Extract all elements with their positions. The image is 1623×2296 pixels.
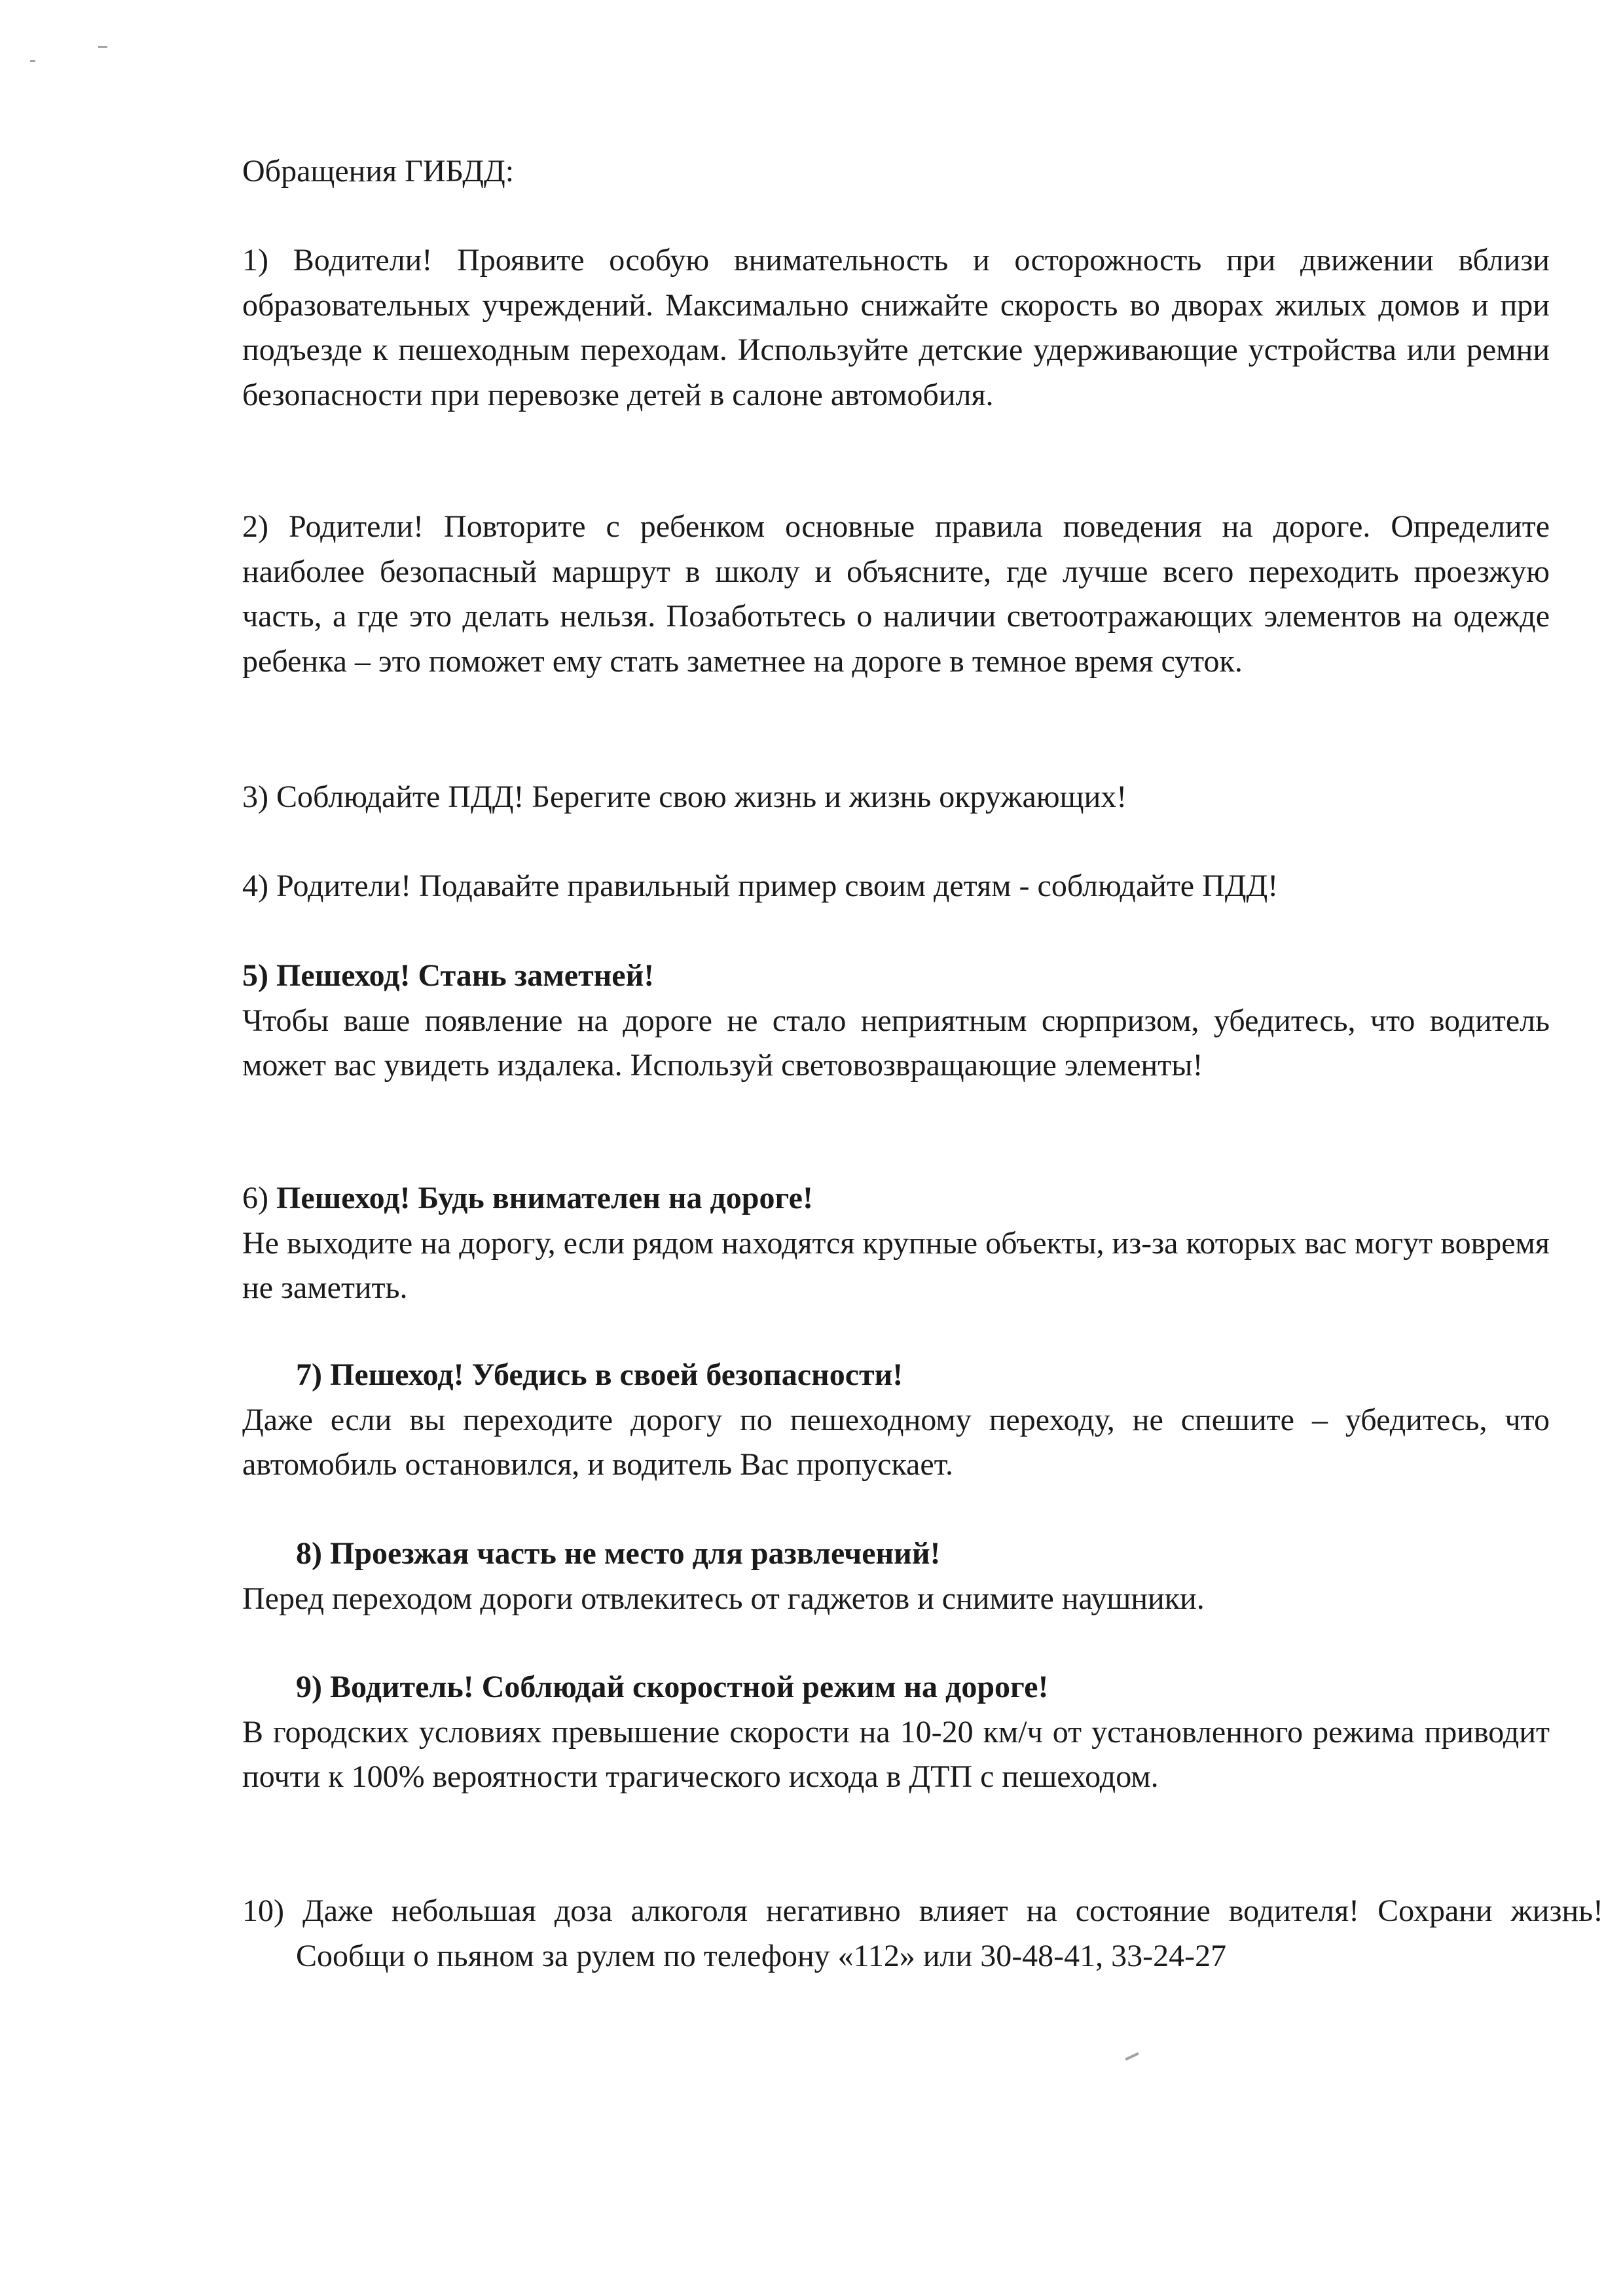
item-6-text: Не выходите на дорогу, если рядом находятся крупные объекты, из-за которых вас могут вовремя не заметить.	[242, 1225, 1550, 1305]
item-7-heading-line	[242, 1353, 1550, 1398]
item-1-number: 1)	[242, 243, 268, 278]
item-10-text: Даже небольшая доза алкоголя негативно влияет на состояние водителя! Сохрани жизнь! Сообщи о пьяном за рулем по телефону «112» или 30-48-41, 33-24-27	[296, 1893, 1604, 1973]
document-title: Обращения ГИБДД:	[242, 154, 515, 188]
item-8-number: 8)	[296, 1536, 322, 1571]
item-6-heading-line	[242, 1176, 1550, 1221]
item-1-text: Водители! Проявите особую внимательность и осторожность при движении вблизи образовательных учреждений. Максимально снижайте скорость во дворах жилых домов и при подъезде к пешеходным переходам. Используйте детские удерживающие устройства или ремни безопасности при перевозке детей в салоне автомобиля.	[242, 243, 1550, 412]
scan-speck	[30, 60, 35, 62]
item-2-number: 2)	[242, 509, 268, 544]
item-10-number: 10)	[242, 1893, 284, 1928]
document-page	[242, 0, 1604, 2296]
item-8-heading: Проезжая часть не место для развлечений!	[329, 1536, 941, 1571]
item-5-number: 5)	[242, 958, 268, 993]
item-6-heading: Пешеход! Будь внимателен на дороге!	[276, 1181, 813, 1215]
scan-speck	[98, 46, 107, 48]
item-2	[242, 505, 1550, 684]
item-3	[242, 775, 1550, 820]
item-5	[242, 954, 1550, 1088]
item-9	[242, 1665, 1550, 1800]
item-8-heading-line	[242, 1532, 1550, 1577]
item-7	[242, 1353, 1550, 1488]
item-9-text: В городских условиях превышение скорости на 10-20 км/ч от установленного режима приводит почти к 100% вероятности трагического исхода в ДТП с пешеходом.	[242, 1714, 1550, 1794]
item-1	[242, 238, 1550, 418]
item-5-heading: Пешеход! Стань заметней!	[276, 958, 655, 993]
item-7-text: Даже если вы переходите дорогу по пешеходному переходу, не спешите – убедитесь, что автомобиль остановился, и водитель Вас пропускает.	[242, 1402, 1550, 1482]
item-8	[242, 1532, 1550, 1621]
item-8-text: Перед переходом дороги отвлекитесь от гаджетов и снимите наушники.	[242, 1581, 1205, 1616]
item-3-number: 3)	[242, 780, 268, 814]
item-7-number: 7)	[296, 1357, 322, 1392]
item-7-heading: Пешеход! Убедись в своей безопасности!	[329, 1357, 903, 1392]
item-10	[242, 1889, 1603, 1979]
item-6-number: 6)	[242, 1181, 268, 1215]
item-9-heading-line	[242, 1665, 1550, 1710]
item-5-heading-line	[242, 954, 1550, 999]
item-9-heading: Водитель! Соблюдай скоростной режим на дороге!	[329, 1670, 1049, 1704]
item-4	[242, 864, 1550, 909]
item-6	[242, 1176, 1550, 1311]
item-2-text: Родители! Повторите с ребенком основные правила поведения на дороге. Определите наиболее безопасный маршрут в школу и объясните, где лучше всего переходить проезжую часть, а где это делать нельзя. Позаботьтесь о наличии светоотражающих элементов на одежде ребенка – это поможет ему стать заметнее на дороге в темное время суток.	[242, 509, 1550, 679]
item-5-text: Чтобы ваше появление на дороге не стало неприятным сюрпризом, убедитесь, что водитель может вас увидеть издалека. Используй световозвращающие элементы!	[242, 1003, 1550, 1083]
item-4-text: Родители! Подавайте правильный пример своим детям - соблюдайте ПДД!	[276, 869, 1279, 903]
item-4-number: 4)	[242, 869, 268, 903]
item-9-number: 9)	[296, 1670, 322, 1704]
item-3-text: Соблюдайте ПДД! Берегите свою жизнь и жизнь окружающих!	[276, 780, 1127, 814]
